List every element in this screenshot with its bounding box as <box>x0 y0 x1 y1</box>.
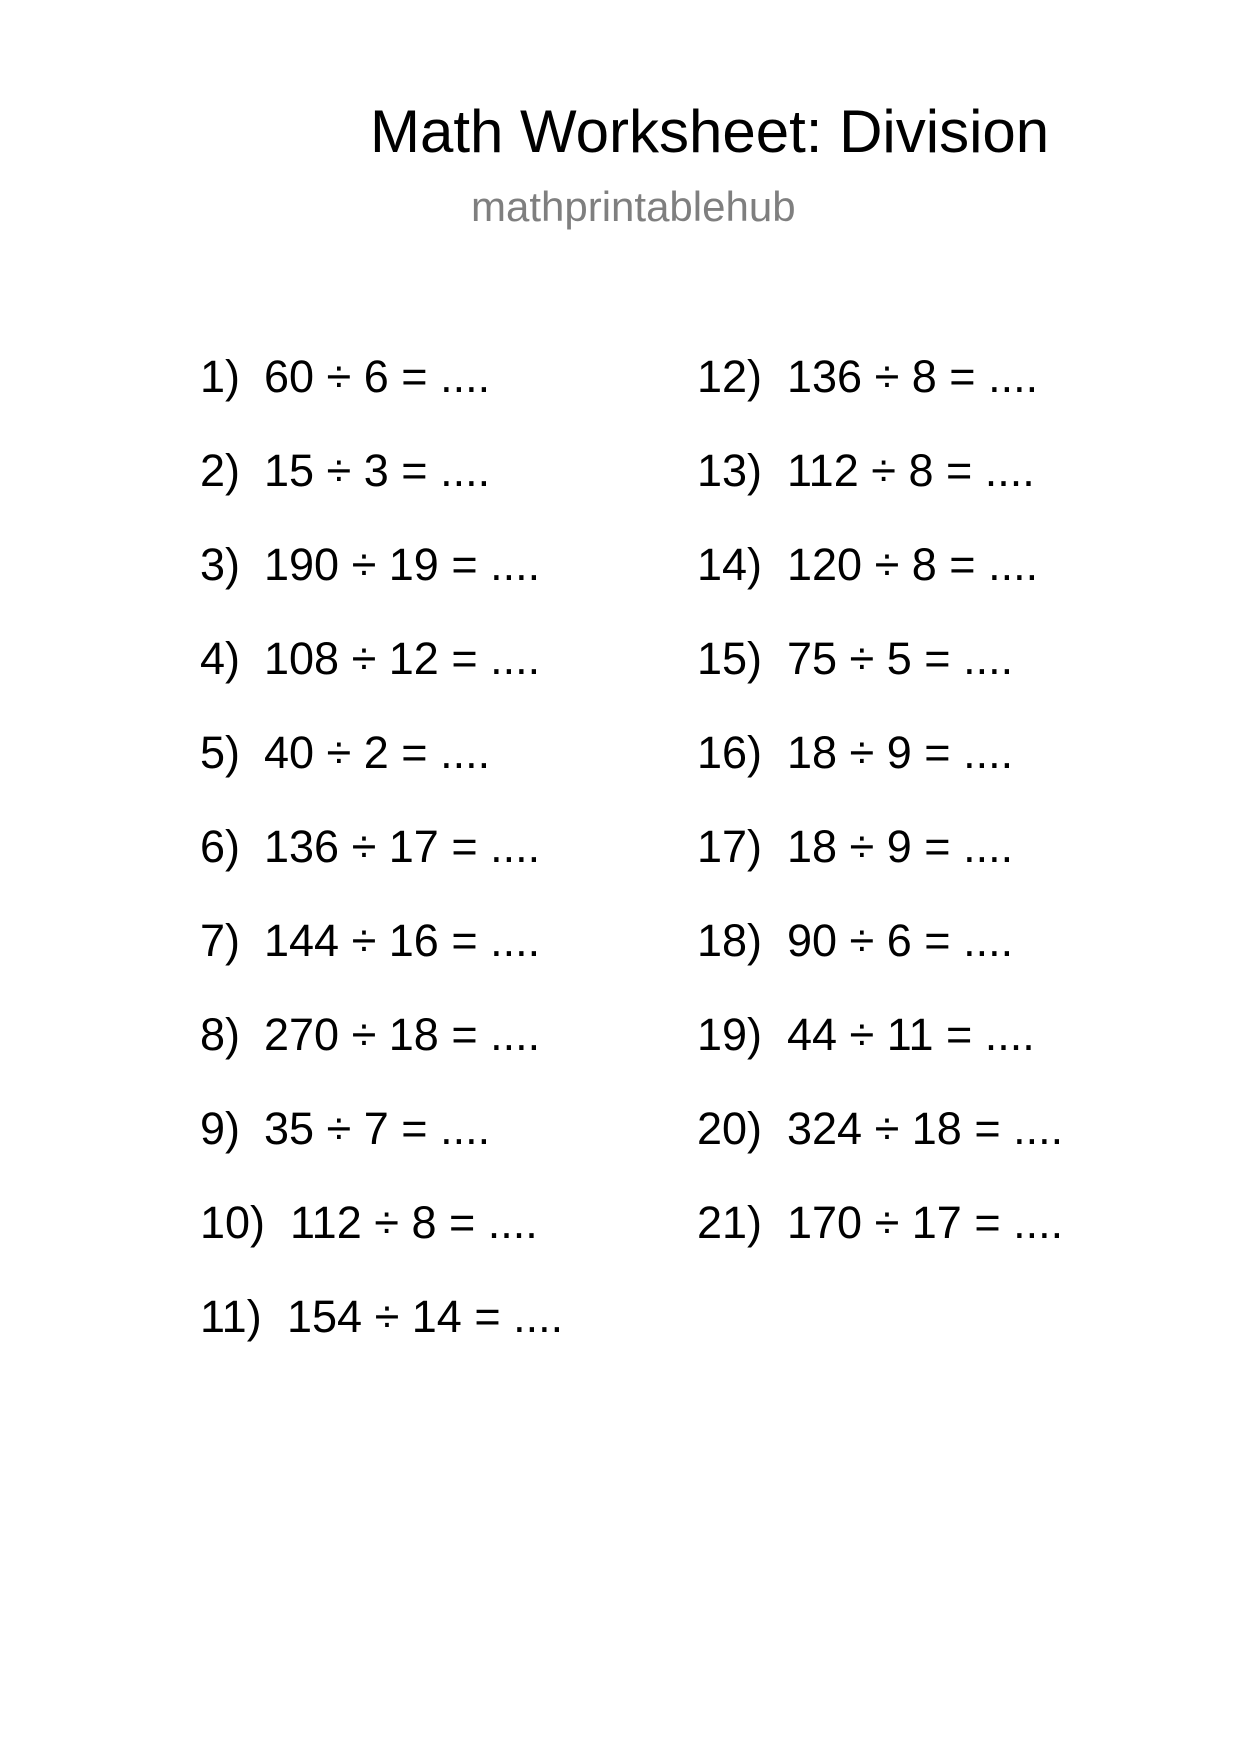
problem-9 <box>200 1102 490 1156</box>
problem-8 <box>200 1008 540 1062</box>
problem-number: 21) <box>697 1197 763 1248</box>
problem-number: 7) <box>200 915 241 966</box>
problem-expression: 35 ÷ 7 = .... <box>264 1103 491 1154</box>
problem-16 <box>697 726 1013 780</box>
problem-number: 12) <box>697 351 763 402</box>
problem-number: 16) <box>697 727 763 778</box>
problem-2 <box>200 444 490 498</box>
problem-14 <box>697 538 1038 592</box>
problem-4 <box>200 632 540 686</box>
problem-number: 19) <box>697 1009 763 1060</box>
problem-expression: 144 ÷ 16 = .... <box>264 915 541 966</box>
problem-expression: 324 ÷ 18 = .... <box>787 1103 1064 1154</box>
problem-number: 18) <box>697 915 763 966</box>
problem-expression: 112 ÷ 8 = .... <box>290 1197 538 1248</box>
problem-number: 17) <box>697 821 763 872</box>
problem-5 <box>200 726 490 780</box>
problem-expression: 190 ÷ 19 = .... <box>264 539 541 590</box>
problem-expression: 112 ÷ 8 = .... <box>787 445 1035 496</box>
problem-expression: 44 ÷ 11 = .... <box>787 1009 1035 1060</box>
problem-expression: 136 ÷ 8 = .... <box>787 351 1039 402</box>
problem-10 <box>200 1196 538 1250</box>
problem-expression: 18 ÷ 9 = .... <box>787 727 1014 778</box>
problem-expression: 90 ÷ 6 = .... <box>787 915 1014 966</box>
problem-expression: 120 ÷ 8 = .... <box>787 539 1039 590</box>
problem-number: 4) <box>200 633 241 684</box>
problem-7 <box>200 914 540 968</box>
problem-expression: 270 ÷ 18 = .... <box>264 1009 541 1060</box>
problem-number: 11) <box>200 1291 262 1342</box>
problem-expression: 136 ÷ 17 = .... <box>264 821 541 872</box>
problem-11 <box>200 1290 563 1344</box>
problem-number: 20) <box>697 1103 763 1154</box>
problem-expression: 75 ÷ 5 = .... <box>787 633 1014 684</box>
problem-number: 6) <box>200 821 241 872</box>
problem-number: 13) <box>697 445 763 496</box>
problem-15 <box>697 632 1013 686</box>
problem-number: 14) <box>697 539 763 590</box>
problem-expression: 108 ÷ 12 = .... <box>264 633 541 684</box>
worksheet-subtitle: mathprintablehub <box>471 183 796 230</box>
problem-number: 3) <box>200 539 241 590</box>
problem-expression: 60 ÷ 6 = .... <box>264 351 491 402</box>
problem-number: 9) <box>200 1103 241 1154</box>
problem-20 <box>697 1102 1063 1156</box>
problem-6 <box>200 820 540 874</box>
problem-3 <box>200 538 540 592</box>
problem-number: 10) <box>200 1197 266 1248</box>
problem-expression: 154 ÷ 14 = .... <box>287 1291 564 1342</box>
problem-21 <box>697 1196 1063 1250</box>
problem-19 <box>697 1008 1035 1062</box>
problem-12 <box>697 350 1038 404</box>
problem-expression: 170 ÷ 17 = .... <box>787 1197 1064 1248</box>
problem-number: 8) <box>200 1009 241 1060</box>
problem-number: 5) <box>200 727 241 778</box>
problem-17 <box>697 820 1013 874</box>
problem-18 <box>697 914 1013 968</box>
problem-number: 15) <box>697 633 763 684</box>
problem-expression: 18 ÷ 9 = .... <box>787 821 1014 872</box>
problem-number: 2) <box>200 445 241 496</box>
problem-number: 1) <box>200 351 241 402</box>
problem-13 <box>697 444 1035 498</box>
problem-expression: 40 ÷ 2 = .... <box>264 727 491 778</box>
problem-1 <box>200 350 490 404</box>
problem-expression: 15 ÷ 3 = .... <box>264 445 491 496</box>
worksheet-title: Math Worksheet: Division <box>370 98 1050 165</box>
